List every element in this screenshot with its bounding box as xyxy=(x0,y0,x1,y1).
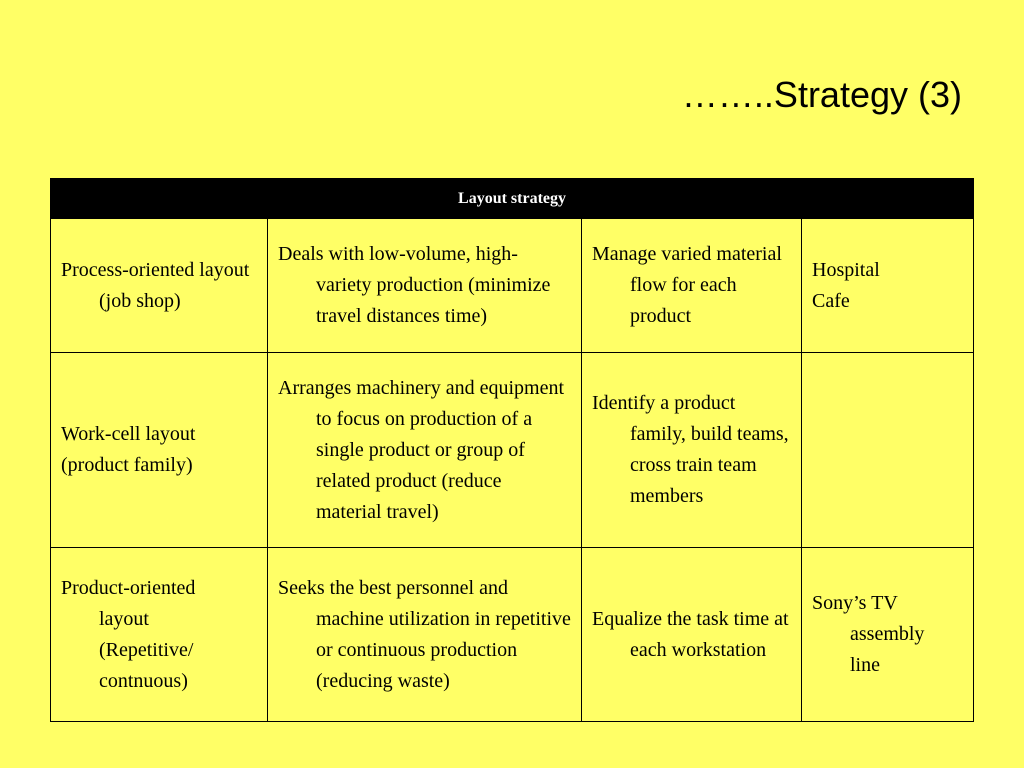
example-cell xyxy=(802,548,974,722)
objective-cell xyxy=(582,548,802,722)
table-row xyxy=(51,353,974,548)
example-cell xyxy=(802,353,974,548)
description-cell xyxy=(268,548,582,722)
description-text: Seeks the best personnel and machine utilization in repetitive or continuous production (reducing waste) xyxy=(278,576,571,692)
objective-cell xyxy=(582,353,802,548)
objective-cell xyxy=(582,219,802,353)
objective-text: Identify a product family, build teams, cross train team members xyxy=(592,392,789,507)
layout-cell xyxy=(51,219,268,353)
layout-text: Work-cell layout (product family) xyxy=(61,423,196,476)
objective-text: Manage varied material flow for each product xyxy=(592,243,782,327)
table-caption: Layout strategy xyxy=(51,179,974,219)
layout-cell xyxy=(51,353,268,548)
layout-strategy-table xyxy=(50,178,974,722)
table-row xyxy=(51,548,974,722)
table-row xyxy=(51,219,974,353)
example-line: Hospital xyxy=(812,258,880,281)
slide-title: ……..Strategy (3) xyxy=(681,74,962,115)
layout-text: Process-oriented layout (job shop) xyxy=(61,258,250,312)
layout-text: Product-oriented layout (Repetitive/ contnuous) xyxy=(61,576,196,692)
table-header-row xyxy=(51,179,974,219)
objective-text: Equalize the task time at each workstation xyxy=(592,607,789,661)
description-text: Deals with low-volume, high-variety production (minimize travel distances time) xyxy=(278,243,551,327)
description-cell xyxy=(268,353,582,548)
description-cell xyxy=(268,219,582,353)
layout-cell xyxy=(51,548,268,722)
example-line: Cafe xyxy=(812,289,850,312)
example-cell xyxy=(802,219,974,353)
example-line: Sony’s TV assembly line xyxy=(812,592,925,676)
description-text: Arranges machinery and equipment to focus on production of a single product or group of related product (reduce material travel) xyxy=(278,376,565,523)
